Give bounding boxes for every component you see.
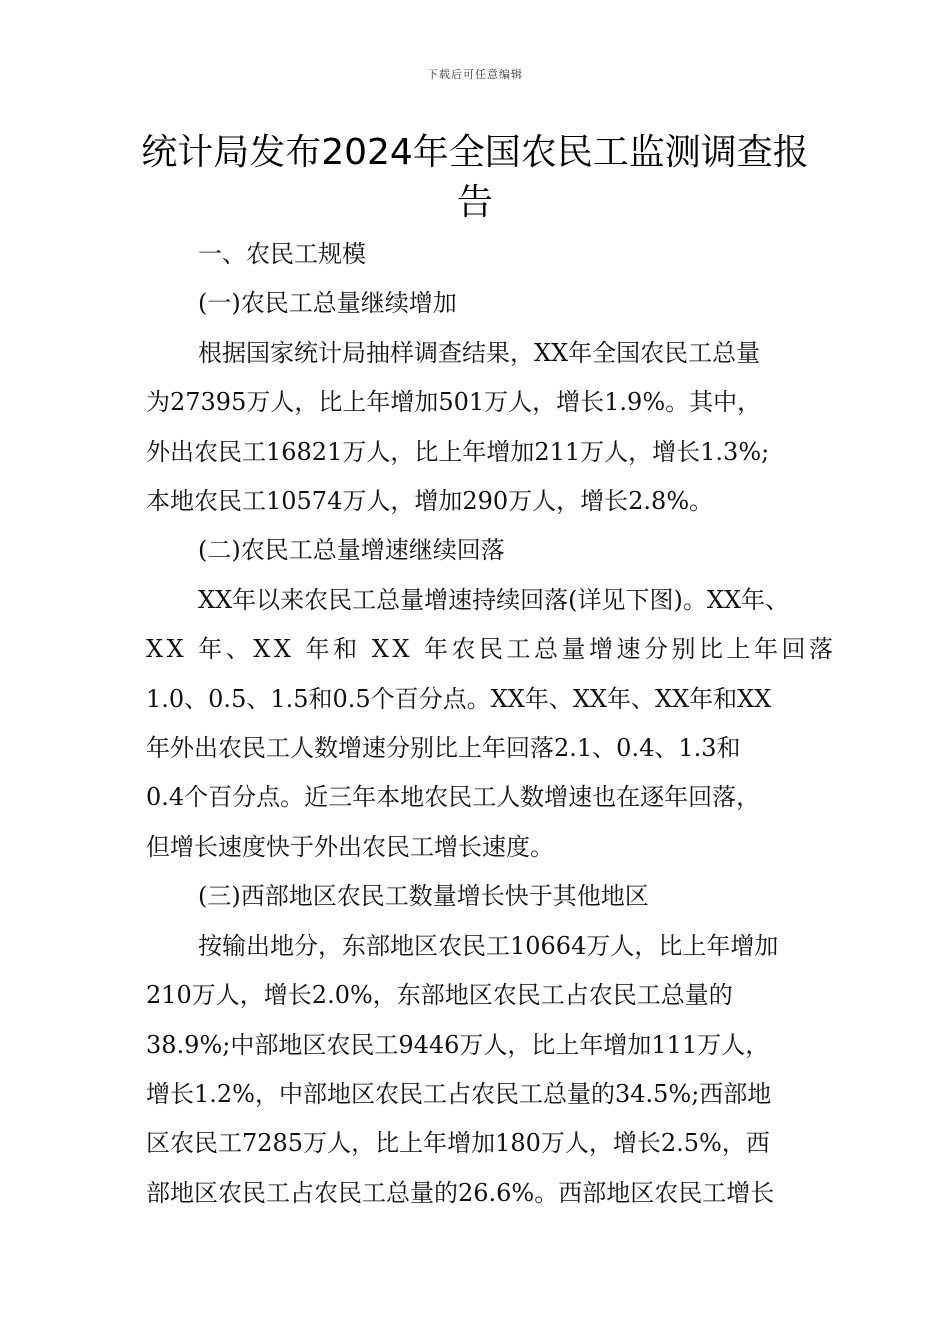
paragraph-line: 增长1.2%，中部地区农民工占农民工总量的34.5%;西部地 — [146, 1079, 772, 1108]
paragraph-line: 为27395万人，比上年增加501万人，增长1.9%。其中， — [146, 388, 762, 417]
title-line-1: 统计局发布2024年全国农民工监测调查报 — [141, 132, 809, 173]
paragraph-2 — [146, 576, 837, 872]
subsection-heading: (三)西部地区农民工数量增长快于其他地区 — [198, 882, 649, 911]
paragraph-line: 0.4个百分点。近三年本地农民工人数增速也在逐年回落， — [146, 783, 761, 812]
section-heading: 一、农民工规模 — [198, 240, 366, 268]
paragraph-line: 210万人，增长2.0%，东部地区农民工占农民工总量的 — [146, 981, 733, 1010]
paragraph-line: 38.9%;中部地区农民工9446万人，比上年增加111万人， — [146, 1030, 770, 1059]
paragraph-line: XX 年、XX 年和 XX 年农民工总量增速分别比上年回落 — [146, 635, 837, 664]
paragraph-line: 按输出地分，东部地区农民工10664万人，比上年增加 — [198, 931, 779, 960]
document-body — [146, 230, 837, 1218]
paragraph-line: 部地区农民工占农民工总量的26.6%。西部地区农民工增长 — [146, 1178, 775, 1207]
title-line-2: 告 — [456, 182, 493, 223]
subsection-heading: (二)农民工总量增速继续回落 — [198, 536, 505, 565]
paragraph-line: 年外出农民工人数增速分别比上年回落2.1、0.4、1.3和 — [146, 734, 741, 763]
paragraph-line: 但增长速度快于外出农民工增长速度。 — [146, 832, 554, 861]
paragraph-line: 本地农民工10574万人，增加290万人，增长2.8%。 — [146, 487, 714, 516]
paragraph-3 — [146, 922, 808, 1218]
subsection-heading: (一)农民工总量继续增加 — [198, 289, 457, 318]
header-note: 下载后可任意编辑 — [427, 68, 523, 81]
paragraph-1 — [146, 329, 808, 527]
paragraph-line: 根据国家统计局抽样调查结果，XX年全国农民工总量 — [198, 338, 761, 367]
paragraph-line: 外出农民工16821万人，比上年增加211万人，增长1.3%; — [146, 437, 770, 466]
paragraph-line: 1.0、0.5、1.5和0.5个百分点。XX年、XX年、XX年和XX — [146, 684, 772, 713]
paragraph-line: XX年以来农民工总量增速持续回落(详见下图)。XX年、 — [198, 585, 790, 614]
paragraph-line: 区农民工7285万人，比上年增加180万人，增长2.5%，西 — [146, 1129, 770, 1158]
document-title — [140, 128, 810, 228]
